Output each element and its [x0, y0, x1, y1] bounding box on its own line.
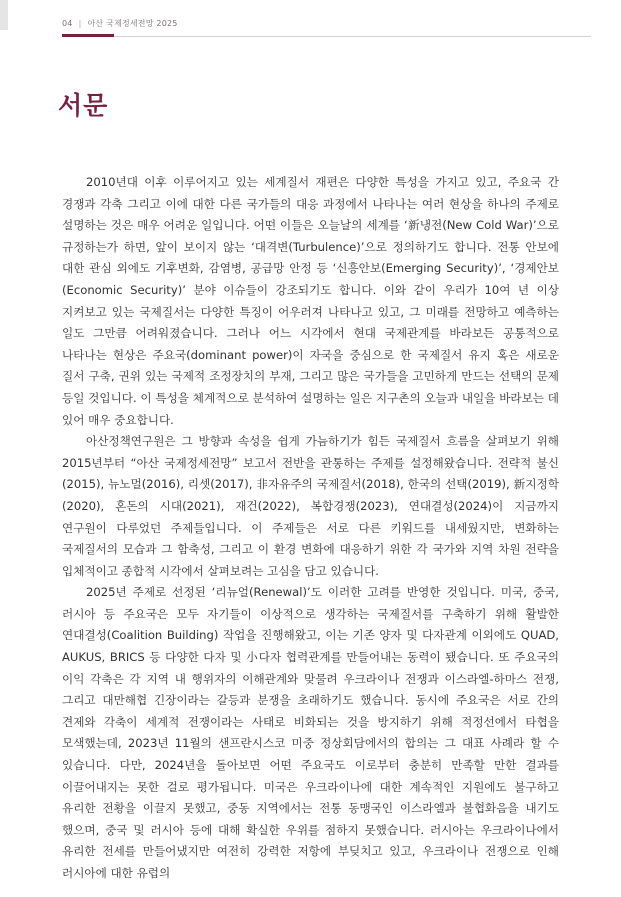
paragraph-2: 아산정책연구원은 그 방향과 속성을 쉽게 가늠하기가 힘든 국제질서 흐름을 살펴보기 위해 2015년부터 “아산 국제정세전망” 보고서 전반을 관통하는 주제를 설정해왔습니다. 전략적 불신(2015), 뉴노멀(2016), 리셋(2017), 非자유주의 국제질서(2018), 한국의 선택(2019), 新지정학(2020), 혼돈의 시대(2021), 재건(2022), 복합경쟁(2023), 연대결성(2024)이 지금까지 연구원이 다루었던 주제들입니다. 이 주제들은 서로 다른 키워드를 내세웠지만, 변화하는 국제질서의 모습과 그 함축성, 그리고 이 환경 변화에 대응하기 위한 각 국가와 지역 차원 전략을 입체적이고 종합적 시각에서 살펴보려는 고심을 담고 있습니다. [62, 434, 559, 578]
paragraph-1: 2010년대 이후 이루어지고 있는 세계질서 재편은 다양한 특성을 가지고 있고, 주요국 간 경쟁과 각축 그리고 이에 대한 다른 국가들의 대응 과정에서 나타나는 여러 현상을 하나의 주제로 설명하는 것은 매우 어려운 일입니다. 어떤 이들은 오늘날의 세계를 ‘新냉전(New Cold War)’으로 규정하는가 하면, 앞이 보이지 않는 ‘대격변(Turbulence)’으로 정의하기도 합니다. 전통 안보에 대한 관심 외에도 기후변화, 감염병, 공급망 안정 등 ‘신흥안보(Emerging Security)’, ‘경제안보(Economic Security)’ 분야 이슈들이 강조되기도 합니다. 이와 같이 우리가 10여 년 이상 지켜보고 있는 국제질서는 다양한 특징이 어우러져 나타나고 있고, 그 미래를 전망하고 예측하는 일도 그만큼 어려워졌습니다. 그러나 어느 시각에서 현대 국제관계를 바라보든 공통적으로 나타나는 현상은 주요국(dominant power)이 자국을 중심으로 한 국제질서 유지 혹은 새로운 질서 구축, 권위 있는 국제적 조정장치의 부재, 그리고 많은 국가들을 고민하게 만드는 선택의 문제 등일 것입니다. 이 특성을 체계적으로 분석하여 설명하는 일은 지구촌의 오늘과 내일을 바라보는 데 있어 매우 중요합니다. [62, 175, 559, 427]
header-row [62, 18, 591, 29]
page-header [62, 18, 591, 44]
publication-title: 아산 국제정세전망 2025 [87, 19, 178, 28]
left-edge-rule [0, 0, 8, 30]
page-title: 서문 [58, 91, 109, 120]
header-separator: | [78, 19, 82, 28]
page-number: 04 [62, 19, 73, 28]
header-divider [62, 36, 591, 37]
header-accent-bar [62, 34, 114, 37]
body-text [62, 172, 559, 885]
paragraph-3: 2025년 주제로 선정된 ‘리뉴얼(Renewal)’도 이러한 고려를 반영한 것입니다. 미국, 중국, 러시아 등 주요국은 모두 자기들이 이상적으로 생각하는 국제질서를 구축하기 위해 활발한 연대결성(Coalition Building) 작업을 진행해왔고, 이는 기존 양자 및 다자관계 이외에도 QUAD, AUKUS, BRICS 등 다양한 다자 및 小다자 협력관계를 만들어내는 동력이 됐습니다. 또 주요국의 이익 각축은 각 지역 내 행위자의 이해관계와 맞물려 우크라이나 전쟁과 이스라엘-하마스 전쟁, 그리고 대만해협 긴장이라는 갈등과 분쟁을 초래하기도 했습니다. 동시에 주요국은 서로 간의 견제와 각축이 세계적 전쟁이라는 사태로 비화되는 것을 방지하기 위해 적정선에서 타협을 모색했는데, 2023년 11월의 샌프란시스코 미중 정상회담에서의 합의는 그 대표 사례라 할 수 있습니다. 다만, 2024년을 돌아보면 어떤 주요국도 이로부터 충분히 만족할 만한 결과를 이끌어내지는 못한 걸로 평가됩니다. 미국은 우크라이나에 대한 계속적인 지원에도 불구하고 유리한 전황을 이끌지 못했고, 중동 지역에서는 전통 동맹국인 이스라엘과 불협화음을 내기도 했으며, 중국 및 러시아 등에 대해 확실한 우위를 점하지 못했습니다. 러시아는 우크라이나에서 유리한 전세를 만들어냈지만 여전히 강력한 저항에 부딪치고 있고, 우크라이나 전쟁으로 인해 러시아에 대한 유럽의 [62, 585, 559, 880]
